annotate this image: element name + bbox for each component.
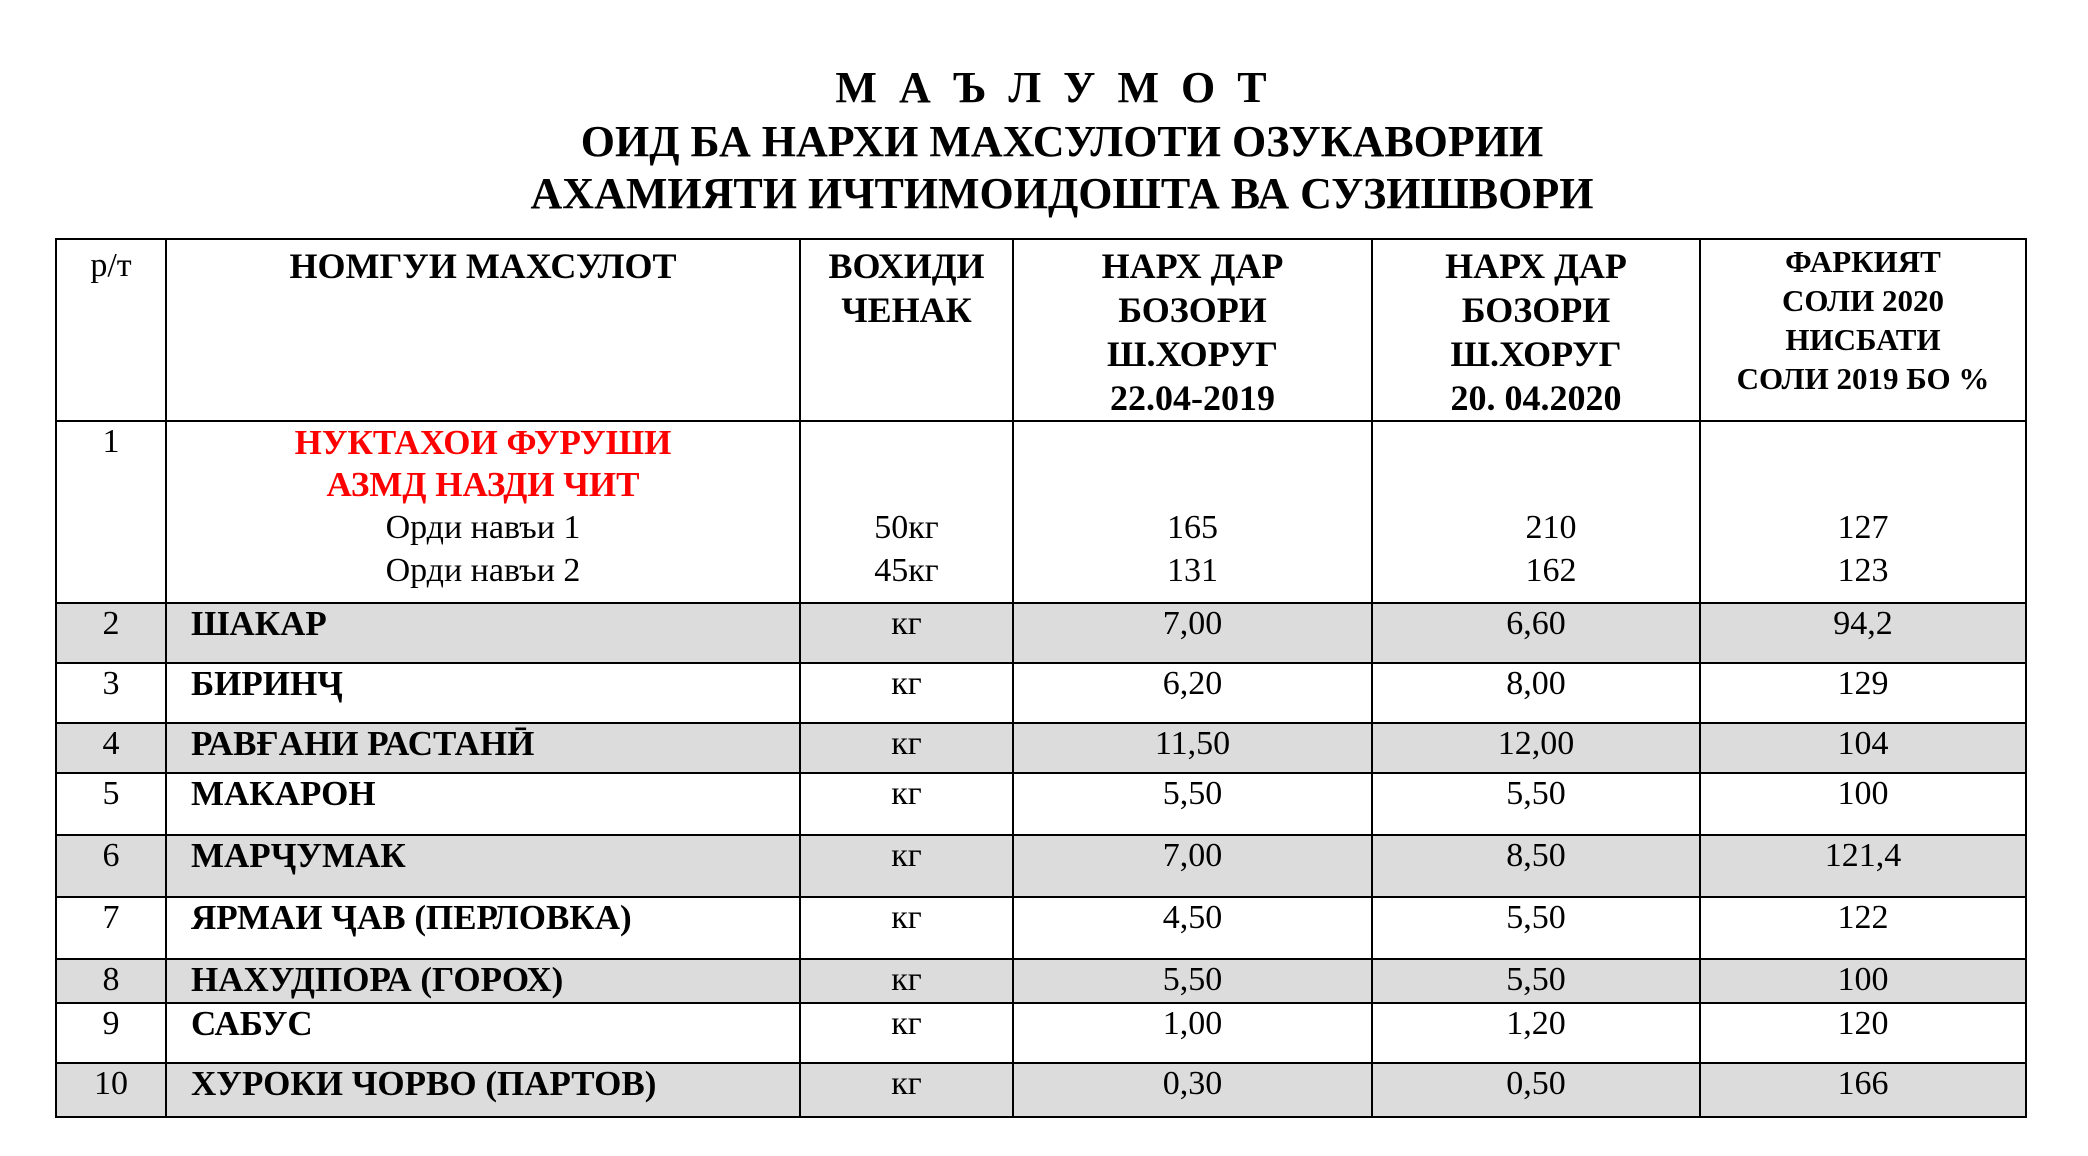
header-price-2019-line-2: БОЗОРИ <box>1118 290 1267 330</box>
row-10-name: ХУРОКИ ЧОРВО (ПАРТОВ) <box>166 1063 800 1117</box>
header-price-2020-line-2: БОЗОРИ <box>1461 290 1611 330</box>
row-6-price-2019: 7,00 <box>1013 835 1372 897</box>
header-num: р/т <box>56 239 166 421</box>
row-7-percent: 122 <box>1700 897 2026 959</box>
row-1-name <box>166 421 800 603</box>
header-unit-line-2: ЧЕНАК <box>841 290 972 330</box>
row-1-heading-1: НУКТАХОИ ФУРУШИ <box>294 423 672 462</box>
row-6-num: 6 <box>56 835 166 897</box>
row-1-unit <box>800 421 1013 603</box>
row-8-price-2019: 5,50 <box>1013 959 1372 1003</box>
row-5-num: 5 <box>56 773 166 835</box>
row-2-price-2020: 6,60 <box>1372 603 1700 663</box>
row-5-price-2019: 5,50 <box>1013 773 1372 835</box>
row-4-num: 4 <box>56 723 166 773</box>
row-1-price-2020 <box>1372 421 1700 603</box>
header-price-2019-line-1: НАРХ ДАР <box>1101 246 1284 286</box>
row-9-price-2020: 1,20 <box>1372 1003 1700 1063</box>
price-table <box>55 238 2027 1118</box>
table-row-4 <box>56 723 2026 773</box>
header-percent <box>1700 239 2026 421</box>
header-name: НОМГУИ МАХСУЛОТ <box>166 239 800 421</box>
row-10-unit: кг <box>800 1063 1013 1117</box>
row-7-name: ЯРМАИ ҶАВ (ПЕРЛОВКА) <box>166 897 800 959</box>
row-8-percent: 100 <box>1700 959 2026 1003</box>
table-row-1 <box>56 421 2026 603</box>
row-3-num: 3 <box>56 663 166 723</box>
row-5-unit: кг <box>800 773 1013 835</box>
table-row-9 <box>56 1003 2026 1063</box>
row-7-price-2020: 5,50 <box>1372 897 1700 959</box>
header-unit <box>800 239 1013 421</box>
row-3-unit: кг <box>800 663 1013 723</box>
row-1-sub-1-name: Орди навъи 1 <box>385 509 581 546</box>
table-row-10 <box>56 1063 2026 1117</box>
row-2-unit: кг <box>800 603 1013 663</box>
row-7-num: 7 <box>56 897 166 959</box>
row-8-unit: кг <box>800 959 1013 1003</box>
row-3-name: БИРИНҶ <box>166 663 800 723</box>
row-5-percent: 100 <box>1700 773 2026 835</box>
row-1-percent <box>1700 421 2026 603</box>
header-percent-line-4: СОЛИ 2019 БО % <box>1736 361 1990 396</box>
header-percent-line-2: СОЛИ 2020 <box>1782 283 1944 318</box>
row-9-name: САБУС <box>166 1003 800 1063</box>
row-8-num: 8 <box>56 959 166 1003</box>
row-1-sub-2-price-2020: 162 <box>1525 552 1577 589</box>
row-4-price-2019: 11,50 <box>1013 723 1372 773</box>
header-row <box>56 239 2026 421</box>
row-10-percent: 166 <box>1700 1063 2026 1117</box>
title-line-2: ОИД БА НАРХИ МАХСУЛОТИ ОЗУКАВОРИИ <box>580 117 1544 166</box>
document-title-block <box>0 60 2088 220</box>
row-1-price-2019 <box>1013 421 1372 603</box>
row-5-price-2020: 5,50 <box>1372 773 1700 835</box>
header-percent-line-1: ФАРКИЯТ <box>1785 244 1941 279</box>
row-7-price-2019: 4,50 <box>1013 897 1372 959</box>
title-line-1: МАЪЛУМОТ <box>835 63 1289 112</box>
row-8-name: НАХУДПОРА (ГОРОХ) <box>166 959 800 1003</box>
table-row-8 <box>56 959 2026 1003</box>
row-3-percent: 129 <box>1700 663 2026 723</box>
row-3-price-2019: 6,20 <box>1013 663 1372 723</box>
row-7-unit: кг <box>800 897 1013 959</box>
table-row-6 <box>56 835 2026 897</box>
header-unit-line-1: ВОХИДИ <box>828 246 985 286</box>
header-price-2019-line-4: 22.04-2019 <box>1110 378 1275 418</box>
row-1-sub-2-name: Орди навъи 2 <box>385 552 581 589</box>
table-row-3 <box>56 663 2026 723</box>
row-4-price-2020: 12,00 <box>1372 723 1700 773</box>
row-10-num: 10 <box>56 1063 166 1117</box>
header-price-2020-line-1: НАРХ ДАР <box>1445 246 1627 286</box>
row-10-price-2020: 0,50 <box>1372 1063 1700 1117</box>
row-1-sub-1-percent: 127 <box>1837 509 1889 546</box>
header-price-2020-line-4: 20. 04.2020 <box>1450 378 1622 418</box>
row-1-sub-2-price-2019: 131 <box>1167 552 1218 589</box>
header-price-2019-line-3: Ш.ХОРУГ <box>1106 334 1279 374</box>
row-2-price-2019: 7,00 <box>1013 603 1372 663</box>
row-9-price-2019: 1,00 <box>1013 1003 1372 1063</box>
row-1-heading-2: АЗМД НАЗДИ ЧИТ <box>326 465 640 504</box>
row-10-price-2019: 0,30 <box>1013 1063 1372 1117</box>
row-5-name: МАКАРОН <box>166 773 800 835</box>
row-6-unit: кг <box>800 835 1013 897</box>
table-row-5 <box>56 773 2026 835</box>
row-4-unit: кг <box>800 723 1013 773</box>
row-2-name: ШАКАР <box>166 603 800 663</box>
row-3-price-2020: 8,00 <box>1372 663 1700 723</box>
row-6-percent: 121,4 <box>1700 835 2026 897</box>
row-1-sub-1-unit: 50кг <box>874 509 939 546</box>
row-6-name: МАРҶУМАК <box>166 835 800 897</box>
table-row-7 <box>56 897 2026 959</box>
row-2-percent: 94,2 <box>1700 603 2026 663</box>
row-1-sub-2-percent: 123 <box>1837 552 1889 589</box>
header-percent-line-3: НИСБАТИ <box>1785 322 1941 357</box>
row-4-name: РАВҒАНИ РАСТАНӢ <box>166 723 800 773</box>
row-1-num: 1 <box>56 421 166 603</box>
table-row-2 <box>56 603 2026 663</box>
header-price-2020-line-3: Ш.ХОРУГ <box>1450 334 1622 374</box>
row-1-sub-2-unit: 45кг <box>874 552 939 589</box>
row-2-num: 2 <box>56 603 166 663</box>
header-price-2019 <box>1013 239 1372 421</box>
header-price-2020 <box>1372 239 1700 421</box>
row-9-num: 9 <box>56 1003 166 1063</box>
row-8-price-2020: 5,50 <box>1372 959 1700 1003</box>
row-4-percent: 104 <box>1700 723 2026 773</box>
title-line-3: АХАМИЯТИ ИЧТИМОИДОШТА ВА СУЗИШВОРИ <box>530 169 1594 218</box>
row-6-price-2020: 8,50 <box>1372 835 1700 897</box>
row-1-sub-1-price-2020: 210 <box>1525 509 1577 546</box>
row-1-sub-1-price-2019: 165 <box>1167 509 1218 546</box>
row-9-unit: кг <box>800 1003 1013 1063</box>
row-9-percent: 120 <box>1700 1003 2026 1063</box>
